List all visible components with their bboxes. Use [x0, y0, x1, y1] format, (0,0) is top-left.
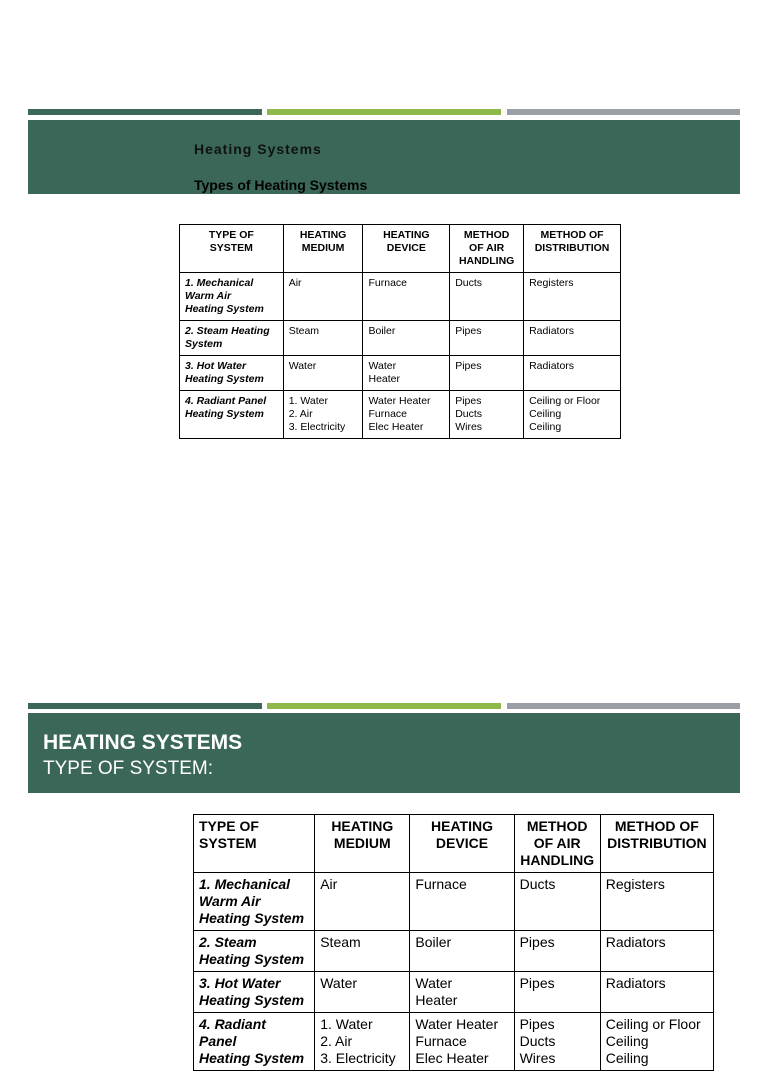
- table-row: [194, 873, 714, 931]
- cell-line: Heating System: [199, 951, 305, 967]
- cell-line: 2. Air: [288, 408, 313, 420]
- cell-distribution: [600, 1013, 713, 1071]
- cell-line: Pipes: [519, 1016, 555, 1032]
- cell-line: Furnace: [415, 876, 467, 892]
- stripe-gray: [507, 703, 740, 709]
- cell-line: Boiler: [415, 934, 452, 950]
- cell-system: [194, 873, 315, 931]
- cell-line: 1. Water: [288, 395, 328, 407]
- cell-line: Water Heater: [415, 1016, 499, 1032]
- slide-title: HEATING SYSTEMS: [43, 731, 243, 754]
- cell-line: Heating System: [199, 910, 305, 926]
- cell-line: Ducts: [519, 876, 556, 892]
- cell-line: DISTRIBUTION: [607, 835, 707, 851]
- title-banner: [28, 713, 740, 793]
- table-body: [194, 873, 714, 1071]
- cell-line: Water Heater: [368, 395, 431, 407]
- table-row: [180, 321, 621, 356]
- cell-line: Radiators: [605, 934, 666, 950]
- cell-device: [363, 391, 450, 439]
- stripe-dark: [28, 703, 262, 709]
- cell-air-handling: [514, 972, 600, 1013]
- cell-device: [410, 972, 514, 1013]
- cell-line: Heater: [368, 373, 400, 385]
- cell-system: [194, 931, 315, 972]
- cell-line: 1. Mechanical: [199, 876, 291, 892]
- cell-device: [410, 873, 514, 931]
- cell-line: Pipes: [519, 934, 555, 950]
- cell-device: [363, 356, 450, 391]
- cell-line: Radiators: [529, 360, 575, 372]
- cell-line: METHOD: [463, 229, 510, 241]
- slide-title: Heating Systems: [194, 141, 322, 157]
- cell-medium: [283, 391, 363, 439]
- cell-line: Air: [288, 277, 302, 289]
- cell-line: HEATING: [331, 818, 394, 834]
- header-heating-device: [363, 225, 450, 273]
- cell-distribution: [600, 873, 713, 931]
- table-row: [194, 931, 714, 972]
- cell-device: [410, 1013, 514, 1071]
- cell-line: DEVICE: [386, 242, 426, 254]
- cell-line: Wires: [519, 1050, 556, 1066]
- cell-line: Pipes: [455, 325, 482, 337]
- cell-air-handling: [514, 873, 600, 931]
- cell-medium: [315, 1013, 410, 1071]
- cell-line: 1. Water: [320, 1016, 373, 1032]
- cell-line: Wires: [455, 421, 483, 433]
- stripe-green: [267, 703, 501, 709]
- cell-line: METHOD OF: [614, 818, 699, 834]
- header-type-of-system: [194, 815, 315, 873]
- cell-medium: [283, 273, 363, 321]
- cell-line: HANDLING: [520, 852, 595, 868]
- cell-line: Radiators: [529, 325, 575, 337]
- slide-2: [0, 660, 768, 1066]
- cell-line: OF AIR: [533, 835, 581, 851]
- cell-distribution: [600, 972, 713, 1013]
- header-method-of-distribution: [600, 815, 713, 873]
- header-type-of-system: [180, 225, 284, 273]
- stripe-green: [267, 109, 501, 115]
- cell-line: Panel: [199, 1033, 237, 1049]
- cell-device: [410, 931, 514, 972]
- cell-line: Steam: [288, 325, 320, 337]
- cell-line: MEDIUM: [333, 835, 391, 851]
- cell-line: Heating System: [185, 303, 264, 315]
- cell-line: Ceiling: [605, 1033, 649, 1049]
- cell-line: HEATING: [383, 229, 430, 241]
- cell-line: Elec Heater: [415, 1050, 489, 1066]
- cell-medium: [315, 972, 410, 1013]
- cell-line: Warm Air: [185, 290, 232, 302]
- header-method-of-air-handling: [450, 225, 524, 273]
- cell-medium: [283, 321, 363, 356]
- cell-line: Heating System: [185, 408, 264, 420]
- cell-line: Ceiling: [605, 1050, 649, 1066]
- cell-distribution: [524, 391, 621, 439]
- cell-line: OF AIR: [469, 242, 505, 254]
- cell-line: HEATING: [431, 818, 493, 834]
- cell-line: 1. Mechanical: [185, 277, 254, 289]
- cell-line: Furnace: [368, 277, 408, 289]
- cell-distribution: [524, 321, 621, 356]
- cell-line: 3. Electricity: [288, 421, 346, 433]
- cell-line: Registers: [529, 277, 574, 289]
- header-heating-device: [410, 815, 514, 873]
- cell-distribution: [600, 931, 713, 972]
- table-body: [180, 273, 621, 439]
- cell-medium: [315, 931, 410, 972]
- stripe-dark: [28, 109, 262, 115]
- cell-line: Water: [288, 360, 317, 372]
- header-method-of-distribution: [524, 225, 621, 273]
- cell-device: [363, 321, 450, 356]
- cell-system: [180, 321, 284, 356]
- cell-line: Ducts: [519, 1033, 556, 1049]
- cell-device: [363, 273, 450, 321]
- cell-air-handling: [450, 391, 524, 439]
- cell-line: Heating System: [199, 1050, 305, 1066]
- cell-line: 3. Electricity: [320, 1050, 396, 1066]
- cell-air-handling: [450, 321, 524, 356]
- cell-medium: [283, 356, 363, 391]
- table-row: [180, 356, 621, 391]
- accent-stripes: [28, 109, 740, 115]
- header-heating-medium: [315, 815, 410, 873]
- accent-stripes: [28, 703, 740, 709]
- cell-system: [194, 1013, 315, 1071]
- cell-system: [180, 391, 284, 439]
- cell-system: [194, 972, 315, 1013]
- header-heating-medium: [283, 225, 363, 273]
- cell-line: Warm Air: [199, 893, 261, 909]
- cell-line: System: [185, 338, 223, 350]
- cell-line: Air: [320, 876, 338, 892]
- cell-line: Pipes: [455, 395, 482, 407]
- cell-line: Water: [320, 975, 358, 991]
- cell-air-handling: [514, 1013, 600, 1071]
- cell-line: HANDLING: [458, 255, 515, 267]
- cell-line: 3. Hot Water: [199, 975, 281, 991]
- cell-line: DEVICE: [435, 835, 489, 851]
- cell-line: Ceiling or Floor: [529, 395, 601, 407]
- cell-line: TYPE OF SYSTEM: [199, 818, 259, 851]
- stripe-gray: [507, 109, 740, 115]
- cell-line: Elec Heater: [368, 421, 424, 433]
- cell-line: Boiler: [368, 325, 396, 337]
- table-header-row: [180, 225, 621, 273]
- table-row: [180, 273, 621, 321]
- cell-line: Pipes: [519, 975, 555, 991]
- cell-line: METHOD: [526, 818, 588, 834]
- cell-air-handling: [514, 931, 600, 972]
- cell-distribution: [524, 356, 621, 391]
- cell-line: Registers: [605, 876, 665, 892]
- cell-air-handling: [450, 273, 524, 321]
- cell-line: 4. Radiant: [199, 1016, 266, 1032]
- cell-line: METHOD OF: [540, 229, 604, 241]
- cell-line: Heater: [415, 992, 458, 1008]
- title-banner: [28, 120, 740, 194]
- table-row: [180, 391, 621, 439]
- cell-line: MEDIUM: [301, 242, 345, 254]
- cell-line: Water: [415, 975, 453, 991]
- table-row: [194, 972, 714, 1013]
- cell-line: Radiators: [605, 975, 666, 991]
- cell-line: TYPE OF: [208, 229, 254, 241]
- cell-line: Heating System: [185, 373, 264, 385]
- cell-line: 2. Steam Heating: [185, 325, 270, 337]
- cell-line: Ducts: [455, 277, 483, 289]
- table-row: [194, 1013, 714, 1071]
- cell-line: Ceiling or Floor: [605, 1016, 701, 1032]
- cell-line: Ceiling: [529, 408, 562, 420]
- cell-system: [180, 273, 284, 321]
- cell-line: Steam: [320, 934, 361, 950]
- cell-air-handling: [450, 356, 524, 391]
- cell-line: 3. Hot Water: [185, 360, 247, 372]
- header-method-of-air-handling: [514, 815, 600, 873]
- cell-line: 2. Steam: [199, 934, 257, 950]
- cell-line: Heating System: [199, 992, 305, 1008]
- cell-line: Water: [368, 360, 397, 372]
- cell-line: HEATING: [299, 229, 347, 241]
- cell-line: Ceiling: [529, 421, 562, 433]
- cell-system: [180, 356, 284, 391]
- slide-subtitle: Types of Heating Systems: [194, 177, 368, 193]
- cell-line: Pipes: [455, 360, 482, 372]
- cell-line: Furnace: [368, 408, 408, 420]
- cell-line: Furnace: [415, 1033, 467, 1049]
- heating-systems-table: [193, 814, 714, 1071]
- table-header-row: [194, 815, 714, 873]
- cell-line: DISTRIBUTION: [534, 242, 610, 254]
- cell-line: Ducts: [455, 408, 483, 420]
- cell-medium: [315, 873, 410, 931]
- cell-line: SYSTEM: [209, 242, 253, 254]
- cell-distribution: [524, 273, 621, 321]
- cell-line: 2. Air: [320, 1033, 353, 1049]
- heating-systems-table: [179, 224, 621, 439]
- cell-line: 4. Radiant Panel: [185, 395, 267, 407]
- slide-subtitle: TYPE OF SYSTEM:: [43, 758, 213, 779]
